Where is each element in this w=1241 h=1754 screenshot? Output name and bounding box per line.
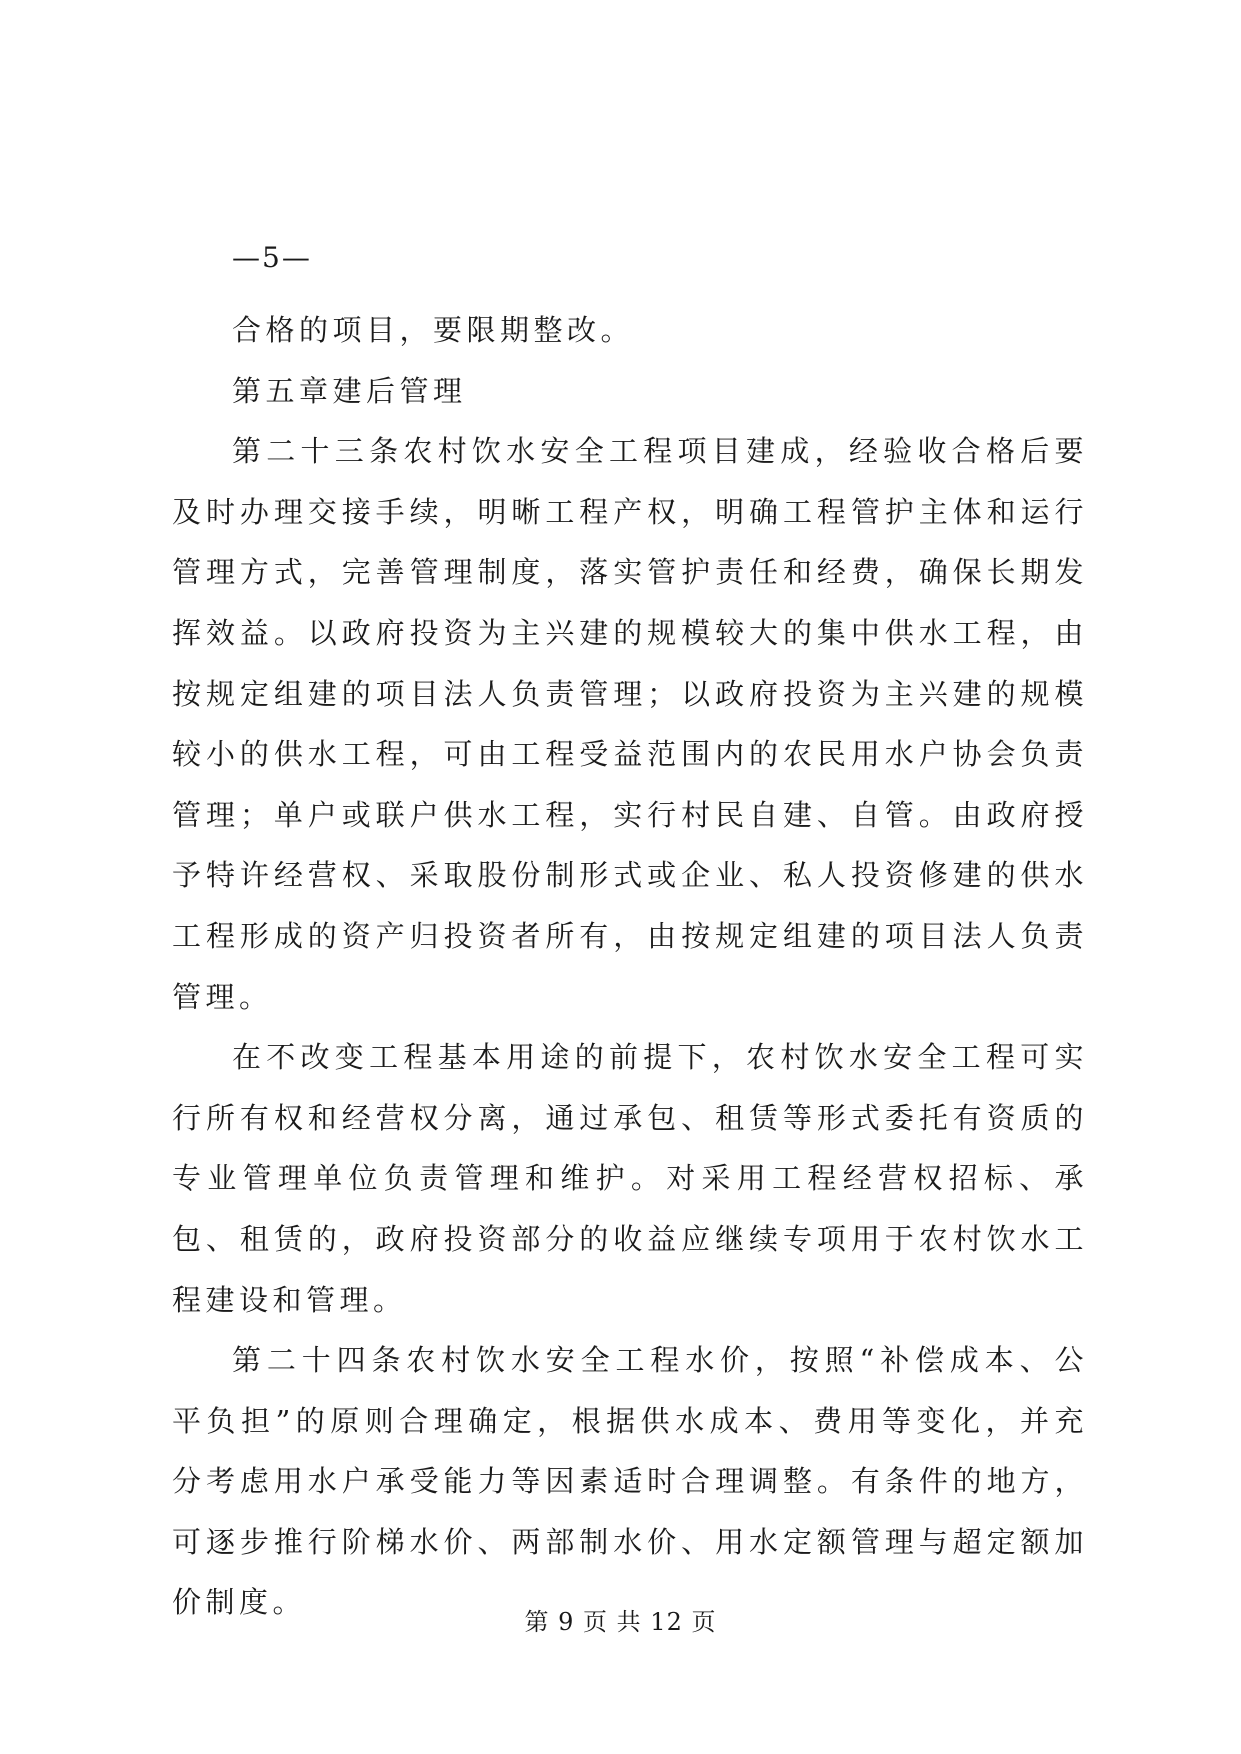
page-marker: —5— <box>232 241 312 274</box>
chapter-heading: 第五章建后管理 <box>232 373 467 408</box>
document-body <box>172 300 1088 1633</box>
paragraph-continuation: 合格的项目，要限期整改。 <box>232 313 635 347</box>
page-footer: 第 9 页 共 12 页 <box>524 1608 717 1636</box>
ownership-paragraph: 在不改变工程基本用途的前提下，农村饮水安全工程可实行所有权和经营权分离，通过承包、租赁等形式委托有资质的专业管理单位负责管理和维护。对采用工程经营权招标、承包、租赁的，政府投资部分的收益应继续专项用于农村饮水工程建设和管理。 <box>172 1040 1088 1317</box>
article-24-paragraph: 第二十四条农村饮水安全工程水价，按照“补偿成本、公平负担”的原则合理确定，根据供水成本、费用等变化，并充分考虑用水户承受能力等因素适时合理调整。有条件的地方，可逐步推行阶梯水价、两部制水价、用水定额管理与超定额加价制度。 <box>172 1343 1088 1620</box>
article-23-paragraph: 第二十三条农村饮水安全工程项目建成，经验收合格后要及时办理交接手续，明晰工程产权，明确工程管护主体和运行管理方式，完善管理制度，落实管护责任和经费，确保长期发挥效益。以政府投资为主兴建的规模较大的集中供水工程，由按规定组建的项目法人负责管理；以政府投资为主兴建的规模较小的供水工程，可由工程受益范围内的农民用水户协会负责管理；单户或联户供水工程，实行村民自建、自管。由政府授予特许经营权、采取股份制形式或企业、私人投资修建的供水工程形成的资产归投资者所有，由按规定组建的项目法人负责管理。 <box>172 434 1088 1014</box>
